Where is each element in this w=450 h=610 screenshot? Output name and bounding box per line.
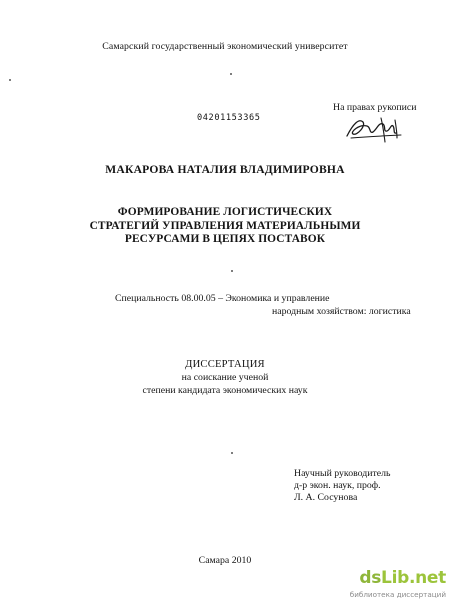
university-name: Самарский государственный экономический университет — [102, 41, 348, 52]
topic-line: РЕСУРСАМИ В ЦЕПЯХ ПОСТАВОК — [124, 233, 326, 246]
watermark-logo — [359, 568, 446, 588]
advisor-line: Научный руководитель — [294, 468, 391, 479]
dissertation-heading: ДИССЕРТАЦИЯ — [185, 359, 265, 370]
watermark-logo-prefix: ds — [359, 568, 382, 588]
scan-speck — [9, 79, 11, 81]
author-name: МАКАРОВА НАТАЛИЯ ВЛАДИМИРОВНА — [105, 163, 345, 176]
advisor-line: д-р экон. наук, проф. — [294, 480, 381, 491]
topic-line: ФОРМИРОВАНИЕ ЛОГИСТИЧЕСКИХ — [117, 206, 333, 218]
watermark-logo-main: Lib.net — [381, 568, 446, 588]
registration-number: 04201153365 — [197, 113, 261, 123]
dissertation-subtitle: на соискание ученой — [181, 372, 269, 383]
scan-speck — [230, 73, 232, 75]
rights-note: На правах рукописи — [333, 102, 417, 113]
dissertation-topic — [0, 206, 450, 247]
watermark-tagline: библиотека диссертаций — [349, 590, 446, 599]
dissertation-subtitle: степени кандидата экономических наук — [142, 385, 308, 396]
topic-line: СТРАТЕГИЙ УПРАВЛЕНИЯ МАТЕРИАЛЬНЫМИ — [89, 219, 361, 232]
advisor-line: Л. А. Сосунова — [294, 492, 358, 503]
city-year: Самара 2010 — [198, 555, 252, 566]
specialty-field: народным хозяйством: логистика — [272, 306, 411, 317]
specialty-label: Специальность 08.00.05 – Экономика и управление — [115, 293, 330, 304]
watermark — [346, 568, 446, 608]
scan-speck — [231, 270, 233, 272]
signature-icon — [343, 114, 405, 144]
scan-speck — [231, 452, 233, 454]
